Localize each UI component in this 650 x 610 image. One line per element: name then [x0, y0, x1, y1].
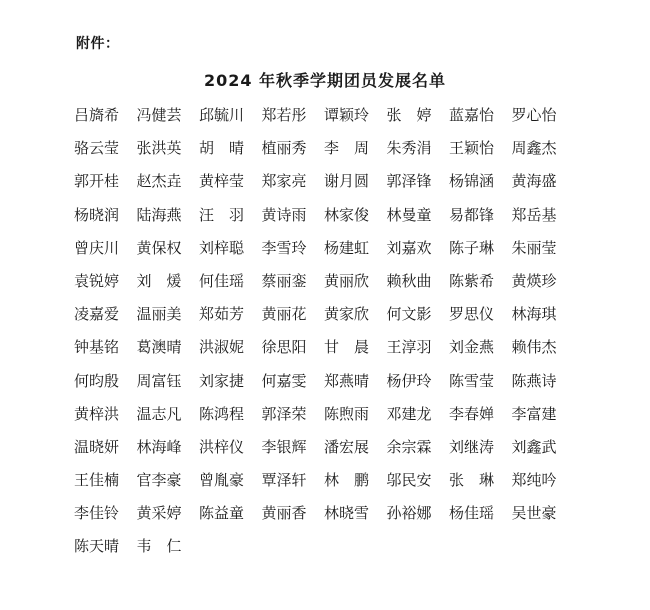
- member-name: 赵杰垚: [136, 172, 182, 191]
- member-name: 王淳羽: [386, 338, 432, 357]
- member-name: 冯健芸: [136, 106, 182, 124]
- member-name: 周富钰: [136, 371, 182, 390]
- member-name: 郭开桂: [74, 172, 120, 191]
- member-name: 袁锐婷: [74, 271, 120, 290]
- member-name: 李 周: [324, 139, 370, 158]
- member-name: 何文影: [386, 305, 432, 324]
- member-name: 孙裕娜: [386, 504, 432, 523]
- member-name: 黄诗雨: [261, 205, 307, 224]
- member-name: 何嘉雯: [261, 371, 307, 390]
- member-name: 郑燕晴: [324, 371, 370, 390]
- member-name: 朱丽莹: [511, 238, 557, 257]
- member-name: 张 琳: [449, 471, 495, 490]
- member-name: 黄采婷: [136, 504, 182, 523]
- member-name: 曾胤豪: [199, 471, 245, 490]
- member-name: 曾庆川: [74, 238, 120, 257]
- member-name: 杨佳瑶: [449, 504, 495, 523]
- member-name: 李佳铃: [74, 504, 120, 523]
- member-name: 王佳楠: [74, 471, 120, 490]
- member-name: 谢月圆: [324, 172, 370, 191]
- member-name: 官李豪: [136, 471, 182, 490]
- member-name: 林曼童: [386, 205, 432, 224]
- member-name: 陈天晴: [74, 537, 120, 556]
- member-name: 邱毓川: [199, 106, 245, 124]
- member-name: 陈雪莹: [449, 371, 495, 390]
- member-name: 邬民安: [386, 471, 432, 490]
- member-name: 罗思仪: [449, 305, 495, 324]
- member-name: 林晓雪: [324, 504, 370, 523]
- member-name: 罗心怡: [511, 106, 557, 124]
- member-name: 黄丽花: [261, 305, 307, 324]
- member-name: 陈子琳: [449, 238, 495, 257]
- member-name: 潘宏展: [324, 437, 370, 456]
- member-name: 刘继涛: [449, 437, 495, 456]
- member-name: 林海琪: [511, 305, 557, 324]
- member-name: 郑家亮: [261, 172, 307, 191]
- member-name: 温志凡: [136, 404, 182, 423]
- member-name: 李春婵: [449, 404, 495, 423]
- member-name: 吕旖希: [74, 106, 120, 124]
- names-grid: [74, 105, 574, 570]
- member-name: 刘梓聪: [199, 238, 245, 257]
- member-name: 李银辉: [261, 437, 307, 456]
- member-name: 郭泽荣: [261, 404, 307, 423]
- member-name: 植丽秀: [261, 139, 307, 158]
- member-name: 郭泽锋: [386, 172, 432, 191]
- member-name: 陈紫希: [449, 271, 495, 290]
- member-name: 刘鑫武: [511, 437, 557, 456]
- attachment-label: 附件：: [76, 36, 120, 52]
- member-name: 陈燕诗: [511, 371, 557, 390]
- member-name: 李雪玲: [261, 238, 307, 257]
- member-name: 黄保权: [136, 238, 182, 257]
- member-name: 徐思阳: [261, 338, 307, 357]
- member-name: 黄家欣: [324, 305, 370, 324]
- member-name: 谭颖玲: [324, 106, 370, 124]
- member-name: 葛澳晴: [136, 338, 182, 357]
- member-name: 余宗霖: [386, 437, 432, 456]
- member-name: 朱秀涓: [386, 139, 432, 158]
- member-name: 郑茹芳: [199, 305, 245, 324]
- member-name: 刘嘉欢: [386, 238, 432, 257]
- member-name: 刘 煖: [136, 271, 182, 290]
- member-name: 郑若彤: [261, 106, 307, 124]
- member-name: 骆云莹: [74, 139, 120, 158]
- member-name: 何昀殷: [74, 371, 120, 390]
- member-name: 林海峰: [136, 437, 182, 456]
- member-name: 张 婷: [386, 106, 432, 124]
- member-name: 韦 仁: [136, 537, 182, 556]
- member-name: 胡 晴: [199, 139, 245, 158]
- member-name: 赖秋曲: [386, 271, 432, 290]
- member-name: 甘 晨: [324, 338, 370, 357]
- member-name: 李富建: [511, 404, 557, 423]
- member-name: 陈益童: [199, 504, 245, 523]
- member-name: 钟基铭: [74, 338, 120, 357]
- member-name: 邓建龙: [386, 404, 432, 423]
- member-name: 易都锋: [449, 205, 495, 224]
- member-name: 郑纯吟: [511, 471, 557, 490]
- member-name: 杨晓润: [74, 205, 120, 224]
- member-name: 黄丽欣: [324, 271, 370, 290]
- member-name: 陈鸿程: [199, 404, 245, 423]
- member-name: 林 鹏: [324, 471, 370, 490]
- member-name: 汪 羽: [199, 205, 245, 224]
- member-name: 杨建虹: [324, 238, 370, 257]
- member-name: 温晓妍: [74, 437, 120, 456]
- member-name: 林家俊: [324, 205, 370, 224]
- member-name: 陈煦雨: [324, 404, 370, 423]
- member-name: 覃泽轩: [261, 471, 307, 490]
- member-name: 杨伊玲: [386, 371, 432, 390]
- member-name: 黄煐珍: [511, 271, 557, 290]
- member-name: 赖伟杰: [511, 338, 557, 357]
- member-name: 黄丽香: [261, 504, 307, 523]
- member-name: 黄梓洪: [74, 404, 120, 423]
- member-name: 杨锦涵: [449, 172, 495, 191]
- member-name: 王颖怡: [449, 139, 495, 158]
- member-name: 陆海燕: [136, 205, 182, 224]
- member-name: 郑岳基: [511, 205, 557, 224]
- member-name: 温丽美: [136, 305, 182, 324]
- member-name: 刘家捷: [199, 371, 245, 390]
- member-name: 蔡丽銮: [261, 271, 307, 290]
- member-name: 洪梓仪: [199, 437, 245, 456]
- member-name: 张洪英: [136, 139, 182, 158]
- member-name: 刘金燕: [449, 338, 495, 357]
- member-name: 凌嘉爱: [74, 305, 120, 324]
- document-title: 2024 年秋季学期团员发展名单: [203, 71, 447, 90]
- member-name: 周鑫杰: [511, 139, 557, 158]
- member-name: 吴世豪: [511, 504, 557, 523]
- member-name: 洪淑妮: [199, 338, 245, 357]
- member-name: 黄梓莹: [199, 172, 245, 191]
- member-name: 何佳瑶: [199, 271, 245, 290]
- member-name: 蓝嘉怡: [449, 106, 495, 124]
- member-name: 黄海盛: [511, 172, 557, 191]
